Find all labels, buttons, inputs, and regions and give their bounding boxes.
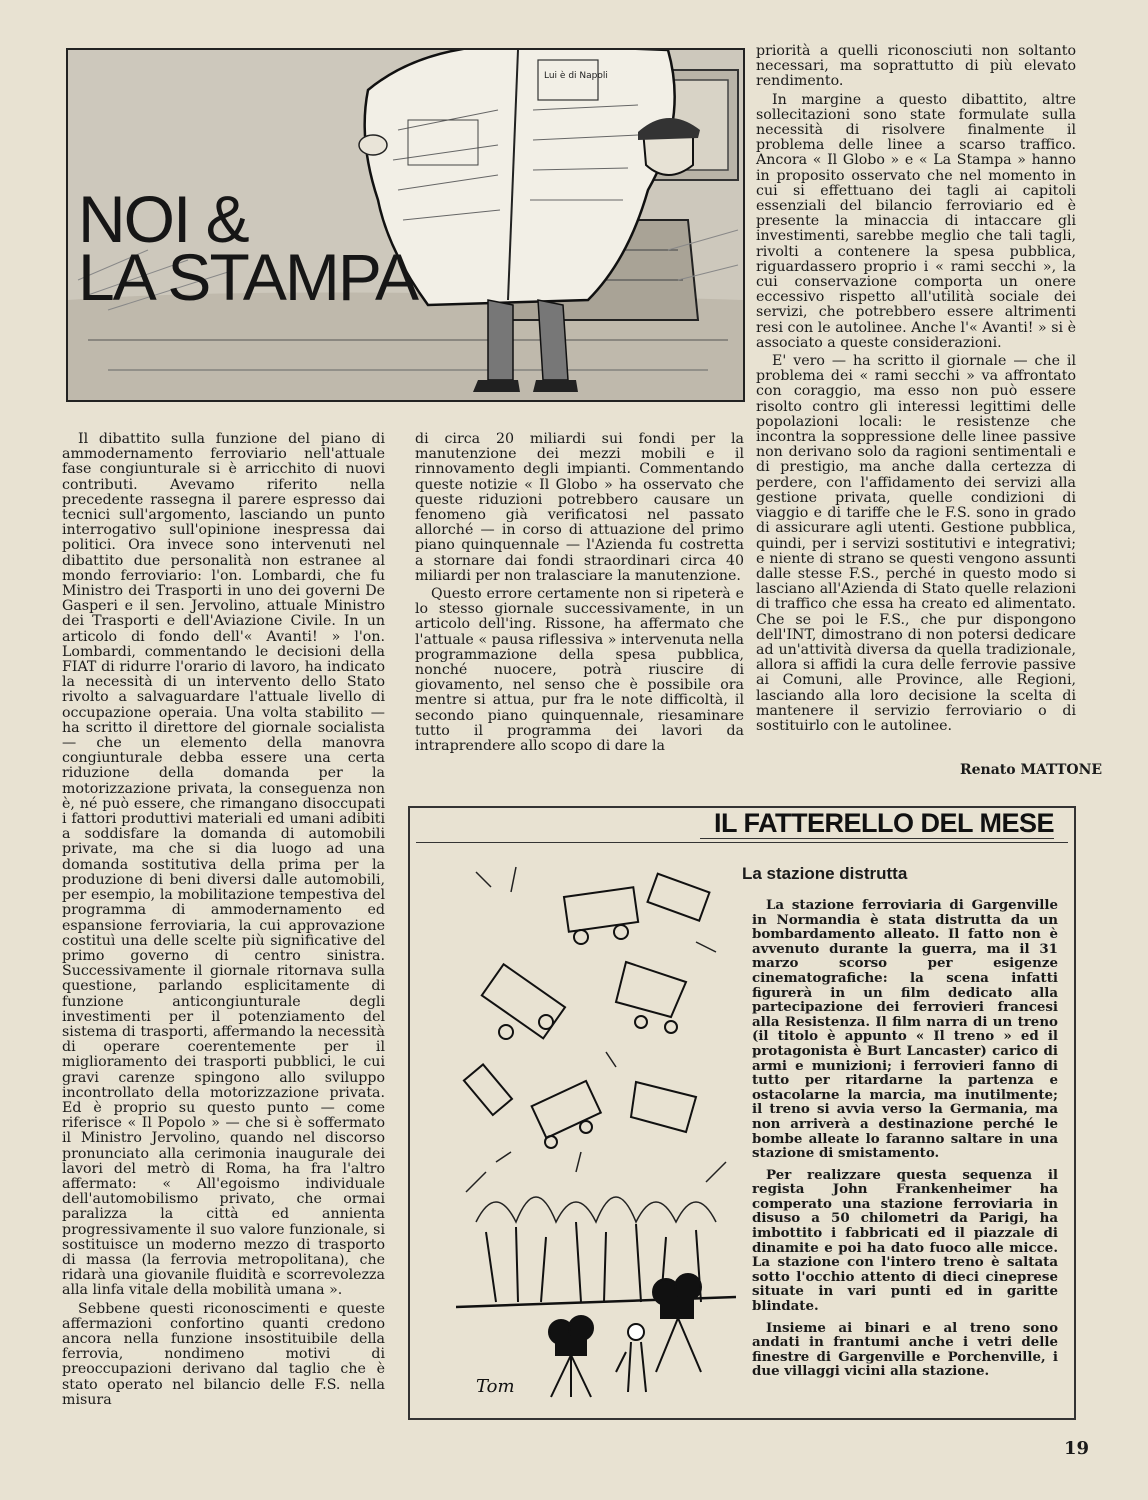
article-paragraph: Il dibattito sulla funzione del piano di ammodernamento ferroviario nell'attuale fase congiunturale si è arricchito di nuovi contributi. Avevamo riferito nella precedente rassegna il parere espresso dai tecnici sull'argomento, lasciando un punto interrogativo sull'opinione inespressa dai politici. Ora invece sono intervenuti nel dibattito due personalità non estranee al mondo ferroviario: l'on. Lombardi, che fu Ministro dei Trasporti in uno dei governi De Gasperi e il sen. Jervolino, attuale Ministro dei Trasporti e dell'Aviazione Civile. In un articolo di fondo dell'« Avanti! » l'on. Lombardi, commentando le decisioni della FIAT di ridurre l'orario di lavoro, ha indicato la necessità di un intervento dello Stato rivolto a salvaguardare l'attuale livello di occupazione operaia. Una volta stabilito — ha scritto il direttore del giornale socialista — che un elemento della manovra congiunturale debba essere una certa riduzione della domanda per la motorizzazione privata, la conseguenza non è, né può essere, che rimangano disoccupati i fattori produttivi materiali ed umani adibiti a soddisfare la domanda di automobili private, ma che si dia luogo ad una domanda sostitutiva della prima per la produzione di beni diversi dalle automobili, per esempio, la mobilitazione tempestiva del programma di ammodernamento ed espansione ferroviaria, la cui approvazione costituì una delle scelte più significative del primo governo di centro sinistra. Successivamente il giornale ritornava sulla questione, parlando esplicitamente di funzione anticongiunturale degli investimenti per il potenziamento del sistema di trasporti, affermando la necessità di operare coerentemente per il miglioramento dei trasporti pubblici, le cui gravi carenze spingono allo sviluppo incontrollato della motorizzazione privata. Ed è proprio su questo punto — come riferisce « Il Popolo » — che si è soffermato il Ministro Jervolino, quando nel discorso pronunciato alla cerimonia inaugurale dei lavori del metrò di Roma, ha fra l'altro affermato: « All'egoismo individuale dell'automobilismo privato, che ormai paralizza la città ed annienta progressivamente il suo valore funzionale, si sostituisce un moderno mezzo di trasporto di massa (la ferrovia metropolitana), che ridarà una giovanile fluidità e scorrevolezza alla linfa vitale della mobilità umana ». [62,431,385,1299]
sidebar-box [408,806,1076,1420]
header-illustration [66,48,745,402]
article-paragraph: di circa 20 miliardi sui fondi per la manutenzione dei mezzi mobili e il rinnovamento degli impianti. Commentando queste notizie « Il Globo » ha osservato che queste riduzioni potrebbero causare un fenomeno già verificatosi nel passato allorché — in corso di attuazione del primo piano quinquennale — l'Azienda fu costretta a stornare dai fondi straordinari circa 40 miliardi per non tralasciare la manutenzione. [415,431,744,584]
author-signature: Renato MATTONE [960,762,1103,778]
article-paragraph: Questo errore certamente non si ripeterà e lo stesso giornale successivamente, in un articolo dell'ing. Rissone, ha affermato che l'attuale « pausa riflessiva » intervenuta nella programmazione della spesa pubblica, nonché nuocere, potrà riuscire di giovamento, nel senso che è possibile ora mentre si attua, pur fra le note difficoltà, il secondo piano quinquennale, riesaminare tutto il programma dei lavori da intraprendere allo scopo di dare la [415,586,744,755]
title-line-2: LA STAMPA [78,240,418,314]
newspaper-label: Lui è di Napoli [544,71,608,81]
article-paragraph: In margine a questo dibattito, altre sollecitazioni sono state formulate sulla necessità di risolvere finalmente il problema delle linee a scarso traffico. Ancora « Il Globo » e « La Stampa » hanno in proposito osservato che nel momento in cui si effettuano dei tagli ai capitoli essenziali del bilancio ferroviario ed è presente la minaccia di intaccare gli investimenti, sarebbe meglio che tali tagli, rivolti a contenere la spesa pubblica, riguardassero proprio i « rami secchi », la cui conservazione comporta un onere eccessivo rispetto all'utilità sociale dei servizi, che potrebbero essere altrimenti resi con le autolinee. Anche l'« Avanti! » si è associato a queste considerazioni. [756,91,1076,351]
sidebar-subtitle: La stazione distrutta [742,864,908,883]
sidebar-paragraph: Insieme ai binari e al treno sono andati in frantumi anche i vetri delle finestre di Gargenville e Porchenville, i due villaggi vicini alla stazione. [752,1319,1058,1380]
illustrator-signature: Tom [476,1376,515,1397]
sidebar-paragraph: La stazione ferroviaria di Gargenville in Normandia è stata distrutta da un bombardamento alleato. Il fatto non è avvenuto durante la guerra, ma il 31 marzo scorso per esigenze cinematografiche: la scena infatti figurerà in un film dedicato alla partecipazione dei ferrovieri francesi alla Resistenza. Il film narra di un treno (il titolo è appunto « Il treno » ed il protagonista è Burt Lancaster) carico di armi e munizioni; i ferrovieri fanno di tutto per ritardarne la partenza e ostacolarne la marcia, ma inutilmente; il treno si avvia verso la Germania, ma non arriverà a destinazione perché le bombe alleate lo faranno saltare in una stazione di smistamento. [752,897,1058,1162]
sidebar-paragraph: Per realizzare questa sequenza il regista John Frankenheimer ha comperato una stazione ferroviaria in disuso a 50 chilometri da Parigi, ha imbottito i fabbricati ed il piazzale di dinamite e poi ha dato fuoco alle micce. La stazione con l'intero treno è saltata sotto l'occhio attento di dieci cineprese situate in vari punti ed in garitte blindate. [752,1166,1058,1315]
train-explosion-illustration [456,852,736,1412]
article-paragraph: Sebbene questi riconoscimenti e queste affermazioni confortino quanti credono ancora nella funzione insostituibile della ferrovia, nondimeno motivi di preoccupazioni derivano dal taglio che è stato operato nel bilancio delle F.S. nella misura [62,1300,385,1408]
page-number: 19 [1064,1438,1090,1459]
title-line-1: NOI & [78,182,248,256]
sidebar-header-text: IL FATTERELLO DEL MESE [713,808,1054,838]
article-column-2 [415,432,744,757]
sidebar-text [752,898,1058,1386]
article-column-3 [756,44,1076,737]
sidebar-header [700,806,1054,839]
article-paragraph: priorità a quelli riconosciuti non soltanto necessari, ma soprattutto di più elevato rendimento. [756,43,1076,90]
page-title [78,182,418,314]
article-paragraph: E' vero — ha scritto il giornale — che il problema dei « rami secchi » va affrontato con coraggio, ma esso non può essere risolto contro gli interessi legittimi delle popolazioni locali: le resistenze che incontra la soppressione delle linee passive non derivano solo da ragioni sentimentali e di prestigio, ma anche dalla certezza di perdere, con l'affidamento dei servizi alla gestione privata, quelle condizioni di viaggio e di tariffe che le F.S. sono in grado di assicurare agli utenti. Gestione pubblica, quindi, per i servizi sostitutivi e integrativi; e niente di strano se questi vengono assunti dalle stesse F.S., perché in questo modo si lasciano all'Azienda di Stato quelle relazioni di traffico che essa ha creato ed alimentato. Che se poi le F.S., che pur dispongono dell'INT, dimostrano di non potersi dedicare ad un'attività diversa da quella tradizionale, allora si affidi la cura delle ferrovie passive ai Comuni, alle Province, alle Regioni, lasciando alla loro decisione la scelta di mantenere il servizio ferroviario o di sostituirlo con le autolinee. [756,353,1076,734]
article-column-1 [62,432,385,1411]
